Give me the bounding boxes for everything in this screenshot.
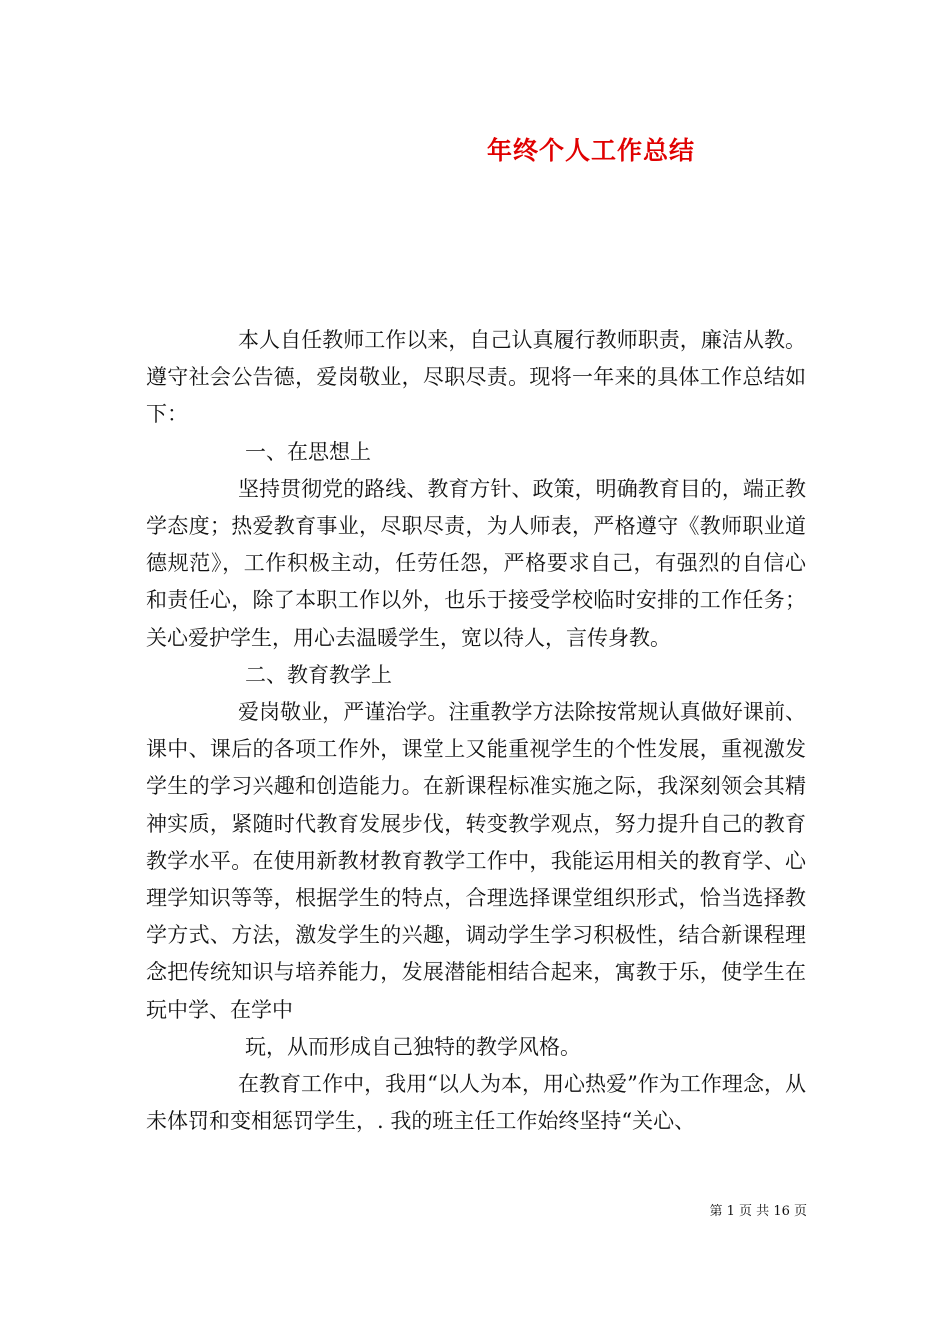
section-heading-teaching: 二、教育教学上	[245, 662, 392, 687]
document-title: 年终个人工作总结	[487, 136, 696, 165]
page-number: 第 1 页 共 16 页	[709, 1204, 807, 1219]
paragraph-thought: 坚持贯彻党的路线、教育方针、政策，明确教育目的，端正教学态度；热爱教育事业，尽职尽责，为人师表，严格遵守《教师职业道德规范》，工作积极主动，任劳任怨，严格要求自己，有强烈的自信心和责任心，除了本职工作以外，也乐于接受学校临时安排的工作任务；关心爱护学生，用心去温暖学生，宽以待人，言传身教。	[146, 476, 806, 650]
section-heading-thought: 一、在思想上	[245, 439, 371, 464]
document-body	[146, 322, 806, 1140]
paragraph-teaching: 爱岗敬业，严谨治学。注重教学方法除按常规认真做好课前、课中、课后的各项工作外，课堂上又能重视学生的个性发展，重视激发学生的学习兴趣和创造能力。在新课程标准实施之际，我深刻领会其精神实质，紧随时代教育发展步伐，转变教学观点，努力提升自己的教育教学水平。在使用新教材教育教学工作中，我能运用相关的教育学、心理学知识等等，根据学生的特点，合理选择课堂组织形式，恰当选择教学方式、方法，激发学生的兴趣，调动学生学习积极性，结合新课程理念把传统知识与培养能力，发展潜能相结合起来，寓教于乐，使学生在玩中学、在学中	[146, 700, 806, 1022]
paragraph-teaching-continued: 玩，从而形成自己独特的教学风格。	[245, 1034, 581, 1059]
paragraph-education-work: 在教育工作中，我用“以人为本，用心热爱”作为工作理念，从未体罚和变相惩罚学生，. 我的班主任工作始终坚持“关心、	[146, 1072, 806, 1134]
paragraph-intro: 本人自任教师工作以来，自己认真履行教师职责，廉洁从教。遵守社会公告德，爱岗敬业，尽职尽责。现将一年来的具体工作总结如下：	[146, 328, 806, 427]
